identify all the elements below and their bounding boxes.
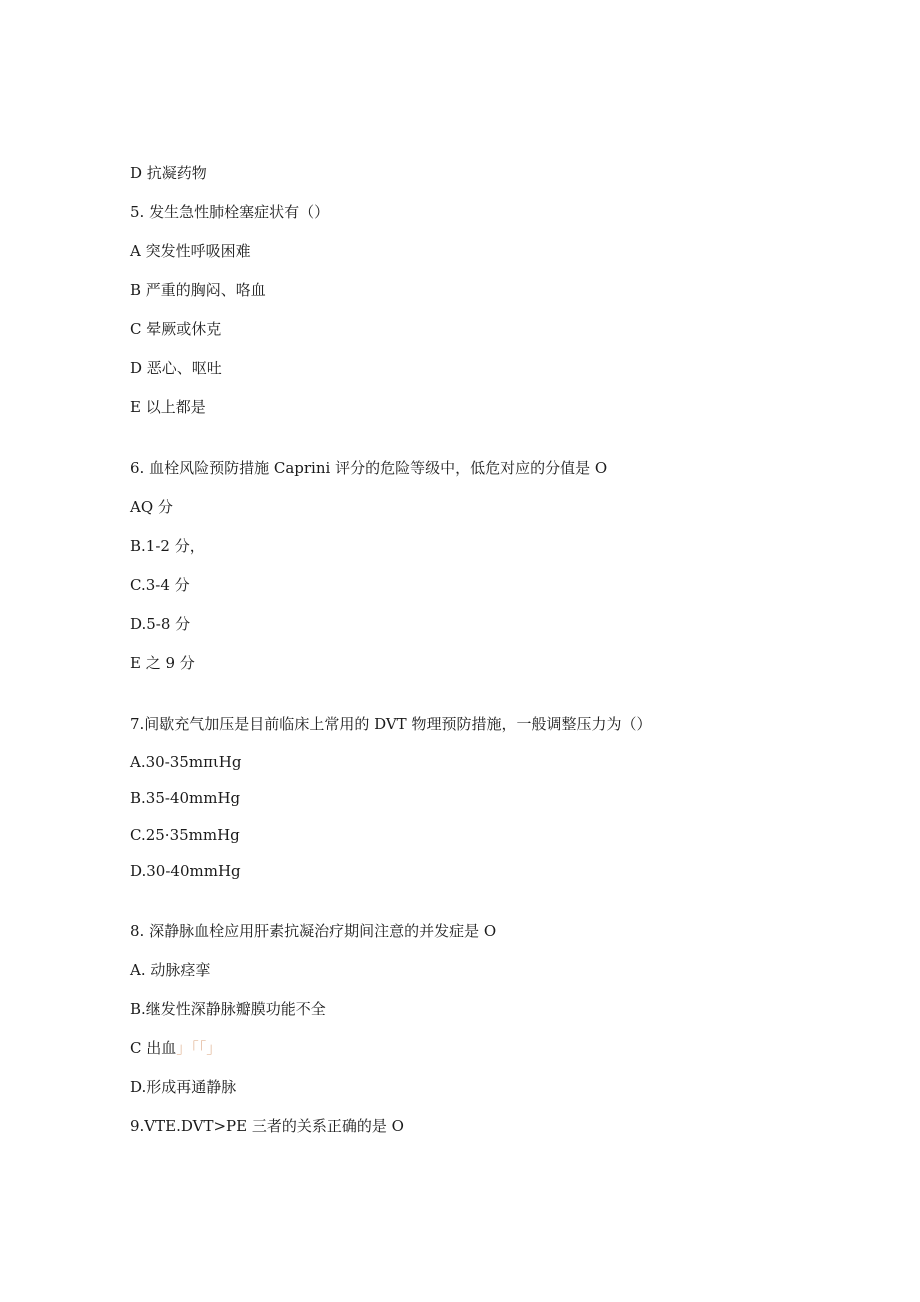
option-8b: B.继发性深静脉瓣膜功能不全 [130,1000,326,1018]
option-7a: A.30-35mπιHg [130,753,242,771]
question-9: 9.VTE.DVT>PE 三者的关系正确的是 O [130,1117,404,1135]
option-8c-text: C 出血 [130,1039,177,1057]
option-5e: E 以上都是 [130,398,206,416]
option-8d: D.形成再通静脉 [130,1078,237,1096]
option-6b: B.1-2 分， [130,537,205,555]
option-5c: C 晕厥或休克 [130,320,222,338]
option-7d: D.30-40mmHg [130,862,241,880]
question-6: 6. 血栓风险预防措施 Caprini 评分的危险等级中，低危对应的分值是 O [130,459,608,477]
option-7b: B.35-40mmHg [130,789,241,807]
option-4d: D 抗凝药物 [130,164,207,182]
question-7: 7.间歇充气加压是目前临床上常用的 DVT 物理预防措施，一般调整压力为（） [130,715,652,733]
option-8a: A. 动脉痉挛 [130,961,211,979]
option-5d: D 恶心、呕吐 [130,359,222,377]
option-6e: E 之 9 分 [130,654,195,672]
question-8: 8. 深静脉血栓应用肝素抗凝治疗期间注意的并发症是 O [130,922,497,940]
option-6d: D.5-8 分 [130,615,191,633]
option-5a: A 突发性呼吸困难 [130,242,251,260]
option-6c: C.3-4 分 [130,576,190,594]
bracket-marks: 」「「」 [176,1039,222,1057]
option-5b: B 严重的胸闷、咯血 [130,281,266,299]
option-8c [130,1038,221,1058]
option-7c: C.25·35mmHg [130,826,240,844]
question-5: 5. 发生急性肺栓塞症状有（） [130,203,330,221]
option-6a: AQ 分 [130,498,173,516]
